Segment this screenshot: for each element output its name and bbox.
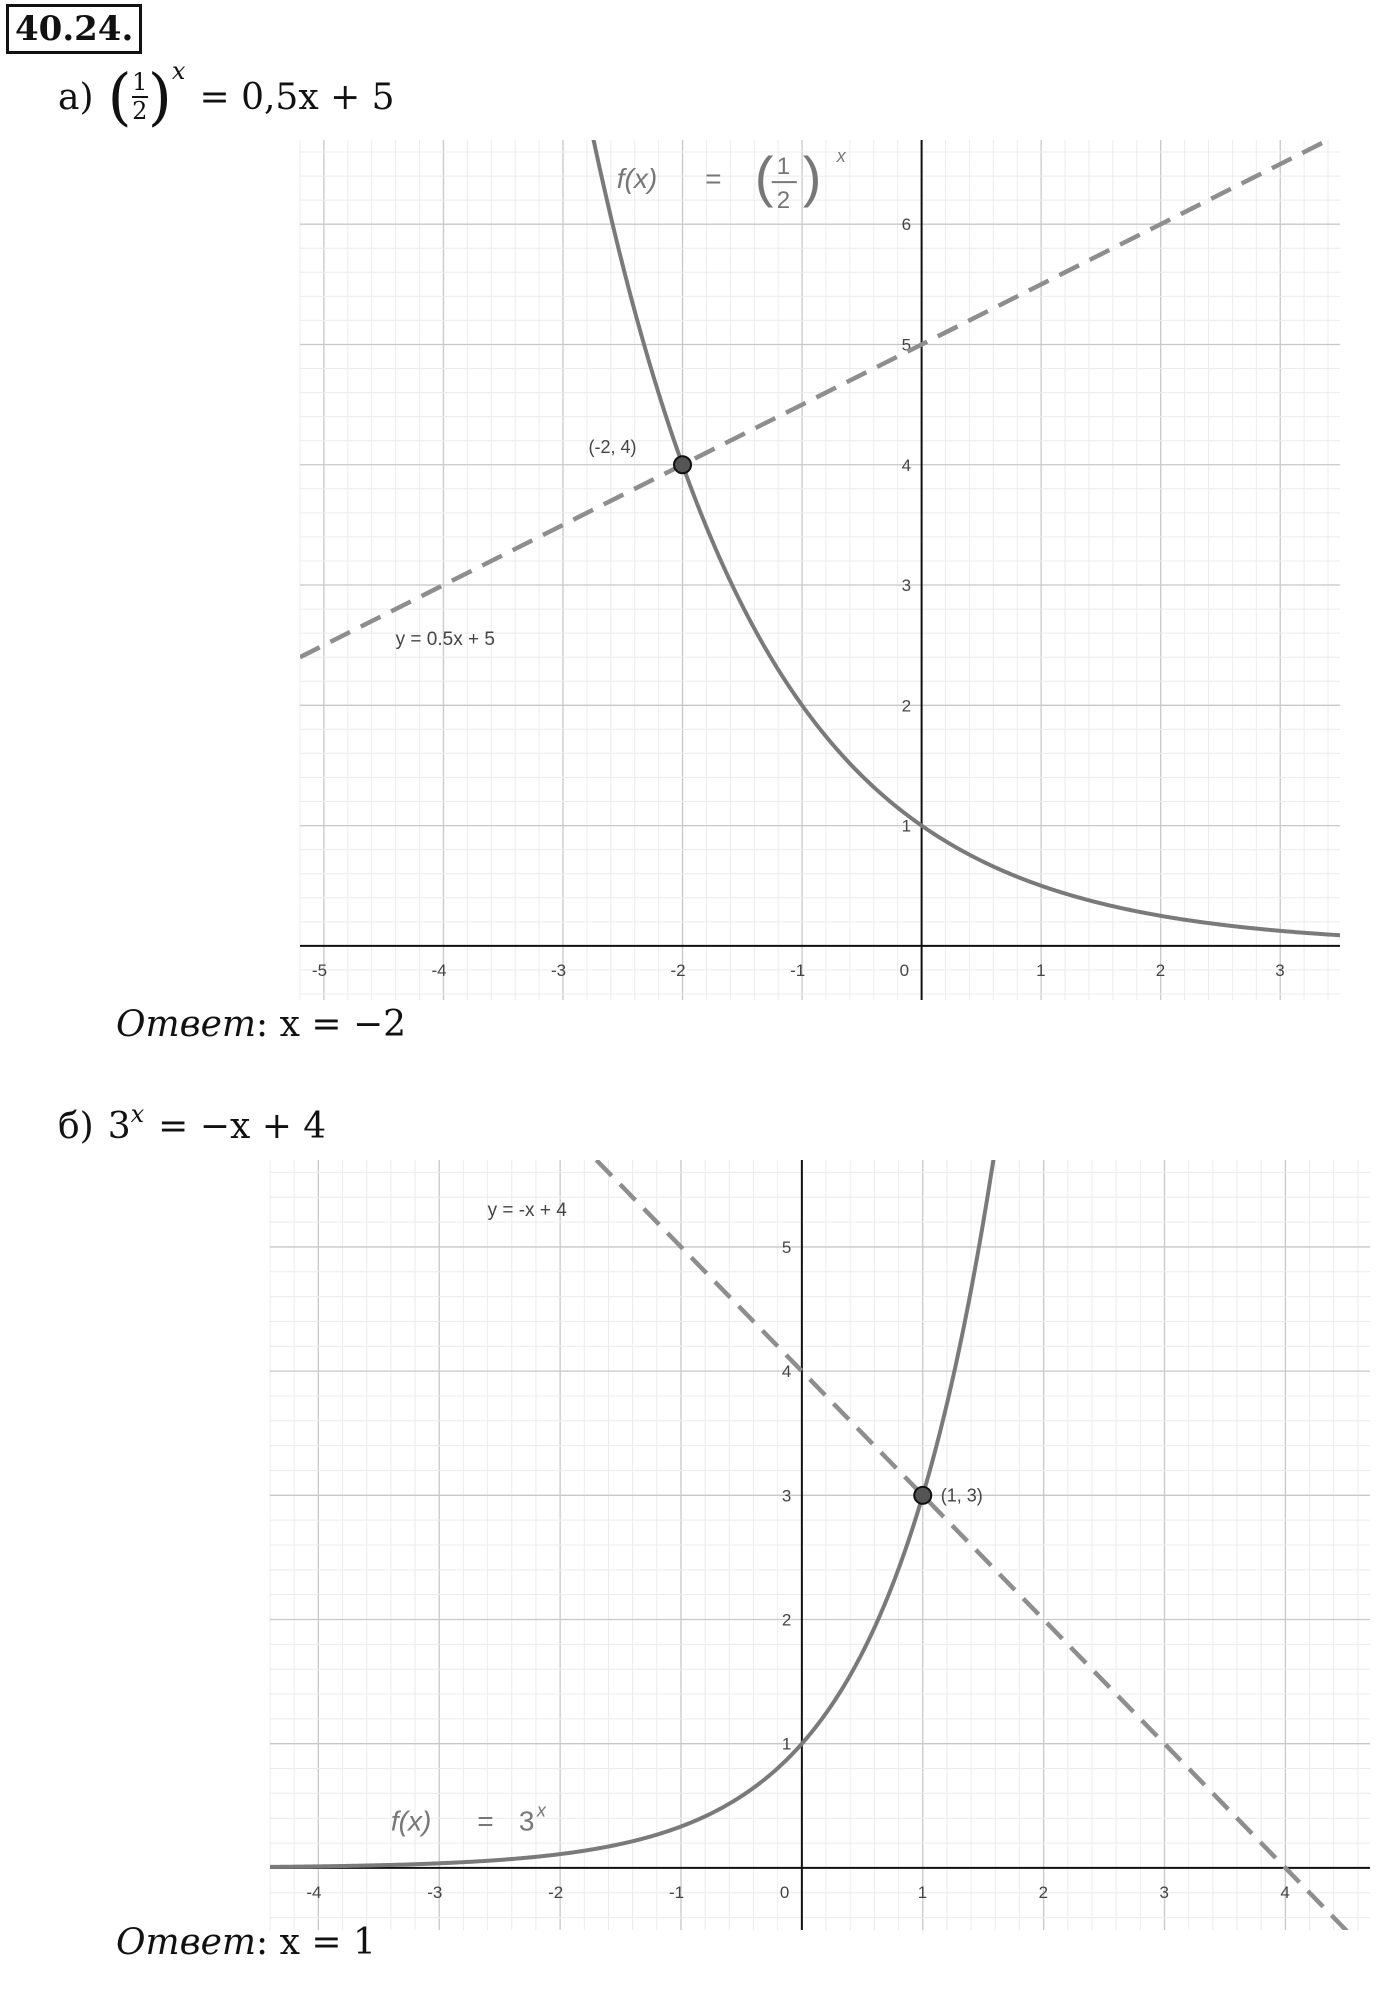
x-tick-label: 4 bbox=[1280, 1882, 1290, 1902]
y-tick-label: 5 bbox=[781, 1237, 792, 1257]
x-tick-label: -4 bbox=[431, 960, 447, 980]
graph-a bbox=[300, 140, 1340, 1000]
part-label-b: б) bbox=[58, 1106, 94, 1147]
curve-label-lhs: f(x) bbox=[390, 1805, 432, 1837]
equation-b-lhs: 3$^x$ bbox=[107, 1100, 145, 1147]
curve-label-base: 3 bbox=[518, 1805, 535, 1837]
x-tick-label: -4 bbox=[306, 1882, 322, 1902]
y-tick-label: 2 bbox=[901, 696, 912, 716]
x-tick-label: -3 bbox=[427, 1882, 443, 1902]
grid bbox=[300, 140, 1340, 1000]
y-tick-label: 4 bbox=[901, 455, 912, 475]
equation-a bbox=[58, 57, 395, 133]
intersection-point bbox=[674, 456, 691, 473]
y-tick-label: 3 bbox=[781, 1486, 792, 1506]
answer-a bbox=[116, 1004, 406, 1045]
equation-b-exponent: x bbox=[130, 1100, 145, 1128]
y-tick-label: 6 bbox=[901, 215, 912, 235]
curve-label-den: 2 bbox=[776, 187, 791, 215]
curve-label-eq: = bbox=[704, 163, 722, 195]
x-tick-label: -5 bbox=[311, 960, 328, 980]
intersection-label: (-2, 4) bbox=[588, 436, 637, 457]
function-curve bbox=[270, 1039, 1011, 1866]
y-tick-label: 1 bbox=[781, 1734, 792, 1754]
x-tick-label: -1 bbox=[790, 960, 806, 980]
x-tick-label: 3 bbox=[1159, 1882, 1169, 1902]
answer-b-value: : x = 1 bbox=[256, 1922, 376, 1963]
plot-area bbox=[270, 1039, 1370, 1954]
equation-a-lhs: ( $\frac{1}{2}$ ) x bbox=[107, 57, 186, 133]
curve-label bbox=[617, 145, 847, 214]
answer-b bbox=[116, 1922, 376, 1963]
grid bbox=[270, 1160, 1370, 1930]
problem-number: 40.24. bbox=[6, 4, 142, 54]
curve-label-exp: x bbox=[836, 146, 846, 167]
intersection-label: (1, 3) bbox=[940, 1485, 983, 1506]
x-tick-label: -3 bbox=[550, 960, 567, 980]
intersection-point bbox=[914, 1487, 931, 1504]
y-tick-label: 5 bbox=[901, 335, 912, 355]
y-tick-label: 3 bbox=[901, 576, 912, 596]
x-tick-label: 1 bbox=[1036, 960, 1046, 980]
curve-label-eq: = bbox=[476, 1805, 494, 1837]
y-tick-label: 4 bbox=[781, 1362, 792, 1382]
x-tick-label: 2 bbox=[1155, 960, 1166, 980]
answer-b-label: Ответ bbox=[116, 1922, 257, 1963]
x-tick-label: 0 bbox=[779, 1882, 790, 1902]
equation-b-rhs: = −x + 4 bbox=[158, 1106, 327, 1147]
x-tick-label: 1 bbox=[917, 1882, 928, 1902]
curve-label-paren: ( bbox=[754, 145, 774, 209]
curve-label-paren: ) bbox=[802, 145, 822, 209]
y-tick-label: 2 bbox=[781, 1610, 792, 1630]
x-tick-label: -2 bbox=[670, 960, 686, 980]
answer-a-value: : x = −2 bbox=[256, 1004, 407, 1045]
dashed-line bbox=[300, 134, 1340, 657]
answer-a-label: Ответ bbox=[116, 1004, 257, 1045]
function-curve bbox=[570, 24, 1340, 935]
x-tick-label: 3 bbox=[1275, 960, 1285, 980]
x-tick-label: -1 bbox=[668, 1882, 685, 1902]
curve-label-num: 1 bbox=[776, 153, 791, 181]
x-tick-label: 2 bbox=[1038, 1882, 1049, 1902]
curve-label-exp: x bbox=[536, 1800, 546, 1821]
equation-b bbox=[58, 1100, 327, 1147]
graph-b bbox=[270, 1160, 1370, 1930]
line-label: y = 0.5x + 5 bbox=[395, 629, 495, 651]
equation-a-rhs: = 0,5x + 5 bbox=[199, 76, 395, 118]
part-label-a: а) bbox=[58, 76, 94, 118]
curve-label-lhs: f(x) bbox=[616, 163, 658, 195]
x-tick-label: 0 bbox=[899, 960, 910, 980]
y-tick-label: 1 bbox=[901, 816, 912, 836]
equation-a-exponent: x bbox=[171, 57, 186, 85]
equation-a-fraction: $\frac{1}{2}$ bbox=[132, 67, 148, 125]
x-tick-label: -2 bbox=[548, 1882, 564, 1902]
line-label: y = -x + 4 bbox=[487, 1199, 567, 1221]
dashed-line bbox=[596, 1160, 1370, 1955]
